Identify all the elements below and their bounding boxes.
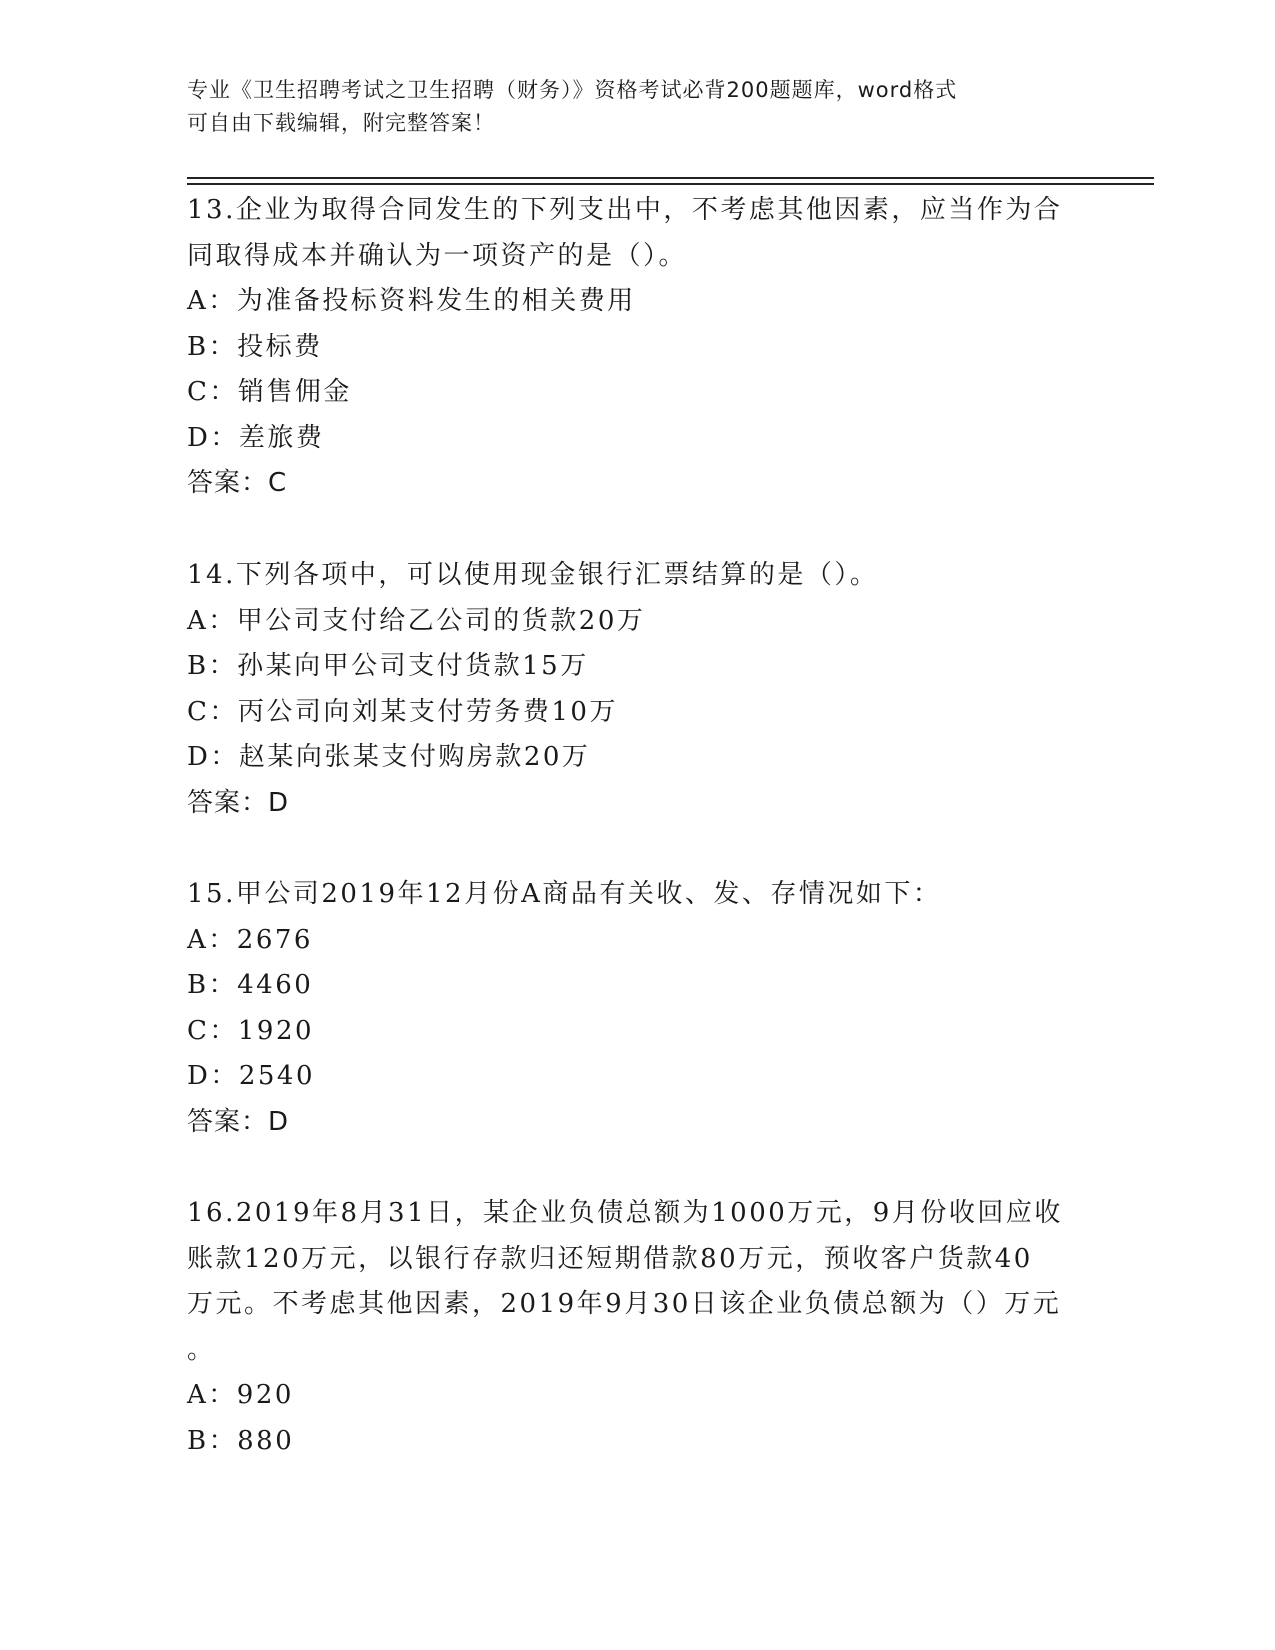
answer-line: 答案：D bbox=[187, 787, 290, 818]
option-d: D：2540 bbox=[187, 1061, 316, 1091]
question-stem-line: 同取得成本并确认为一项资产的是（）。 bbox=[187, 240, 688, 271]
option-c: C：1920 bbox=[187, 1015, 315, 1046]
option-c: C：丙公司向刘某支付劳务费10万 bbox=[187, 696, 618, 727]
option-b: B：880 bbox=[187, 1425, 295, 1456]
question-16 bbox=[187, 1191, 1087, 1464]
answer-line: 答案：C bbox=[187, 468, 288, 498]
question-15 bbox=[187, 872, 1087, 1145]
header-title-line-1: 专业《卫生招聘考试之卫生招聘（财务）》资格考试必背200题题库，word格式 bbox=[187, 78, 958, 102]
option-a: A：2676 bbox=[187, 924, 313, 955]
option-d: D：赵某向张某支付购房款20万 bbox=[187, 742, 591, 772]
header-title-line-2: 可自由下载编辑，附完整答案！ bbox=[187, 111, 495, 135]
question-stem-line: 14.下列各项中，可以使用现金银行汇票结算的是（）。 bbox=[187, 560, 879, 590]
header-divider-top bbox=[187, 177, 1154, 179]
question-14 bbox=[187, 553, 1087, 826]
question-stem-line: 15.甲公司2019年12月份A商品有关收、发、存情况如下： bbox=[187, 879, 942, 909]
option-b: B：投标费 bbox=[187, 331, 323, 362]
option-d: D：差旅费 bbox=[187, 422, 325, 453]
document-header bbox=[187, 74, 1087, 140]
question-stem-line: 16.2019年8月31日，某企业负债总额为1000万元，9月份收回应收 bbox=[187, 1198, 1063, 1228]
header-divider-bottom bbox=[187, 183, 1154, 185]
question-stem-line: 账款120万元，以银行存款归还短期借款80万元，预收客户货款40 bbox=[187, 1243, 1033, 1274]
option-b: B：4460 bbox=[187, 970, 314, 1000]
option-a: A：为准备投标资料发生的相关费用 bbox=[187, 286, 636, 316]
question-stem-line: 万元。不考虑其他因素，2019年9月30日该企业负债总额为（）万元 bbox=[187, 1289, 1062, 1319]
question-stem-line: 13.企业为取得合同发生的下列支出中，不考虑其他因素，应当作为合 bbox=[187, 195, 1063, 225]
option-a: A：甲公司支付给乙公司的货款20万 bbox=[187, 605, 646, 636]
answer-line: 答案：D bbox=[187, 1106, 290, 1137]
option-b: B：孙某向甲公司支付货款15万 bbox=[187, 651, 589, 681]
option-a: A：920 bbox=[187, 1380, 294, 1410]
question-13 bbox=[187, 188, 1087, 507]
option-c: C：销售佣金 bbox=[187, 377, 352, 407]
question-stem-line: 。 bbox=[187, 1334, 216, 1365]
